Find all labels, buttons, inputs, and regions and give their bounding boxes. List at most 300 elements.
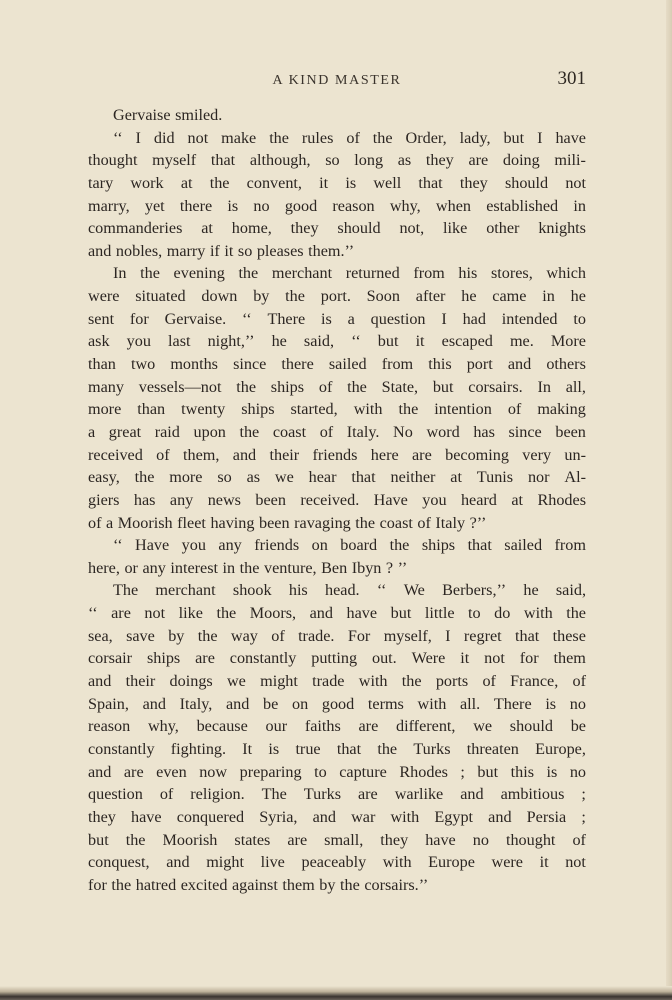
word: the <box>285 287 305 306</box>
word: as <box>246 468 261 487</box>
word: ; <box>581 785 586 804</box>
word: said, <box>555 581 586 600</box>
word: coast <box>379 513 413 532</box>
word: Italy. <box>346 422 380 441</box>
word: not <box>565 853 586 872</box>
word: Al- <box>564 468 586 487</box>
word: corsairs. <box>468 377 523 396</box>
text-line <box>88 557 586 580</box>
word: I <box>441 309 447 328</box>
word: the <box>389 536 410 555</box>
word: are <box>287 830 308 849</box>
word: There <box>267 309 306 328</box>
word: on <box>291 694 309 713</box>
word: of <box>507 400 522 419</box>
word: other <box>486 219 520 238</box>
word: Europe, <box>535 739 586 758</box>
word: little <box>424 604 455 623</box>
word: his <box>458 264 478 283</box>
word: out. <box>371 649 397 668</box>
word: you <box>181 536 206 555</box>
word: great <box>108 422 142 441</box>
word: trade <box>312 672 345 691</box>
word: did <box>153 128 175 147</box>
word: there <box>281 355 314 374</box>
word: Rhodes <box>537 490 586 509</box>
word: is <box>321 309 332 328</box>
word: all, <box>565 377 586 396</box>
word: preparing <box>239 762 302 781</box>
word: question <box>370 309 426 328</box>
word: are <box>111 604 131 623</box>
word: but <box>377 332 399 351</box>
word: you <box>422 490 447 509</box>
text-line <box>88 421 586 444</box>
word: started, <box>290 400 338 419</box>
word: by <box>253 287 270 306</box>
word: should <box>504 173 549 192</box>
word: escaped <box>441 332 493 351</box>
word: received <box>88 445 143 464</box>
word: friends <box>254 536 300 555</box>
word: marry, <box>88 196 130 215</box>
word: against <box>231 875 278 894</box>
word: is <box>545 694 557 713</box>
word: might <box>206 853 244 872</box>
word: raid <box>154 422 180 441</box>
word: coast <box>272 422 307 441</box>
word: has <box>473 422 495 441</box>
word: with <box>382 853 412 872</box>
text-line <box>88 738 586 761</box>
word: down <box>201 287 238 306</box>
word: had <box>462 309 486 328</box>
word: he <box>523 581 539 600</box>
word: last <box>168 332 191 351</box>
word: easy, <box>88 468 120 487</box>
word: Order, <box>405 128 447 147</box>
word: these <box>552 626 586 645</box>
word: it <box>224 241 234 260</box>
word: be <box>570 717 586 736</box>
word: State, <box>381 377 419 396</box>
word: even <box>156 762 187 781</box>
word: and <box>312 807 336 826</box>
word: I <box>135 128 141 147</box>
word: at <box>511 490 524 509</box>
word: Syria, <box>259 807 298 826</box>
word: sailed <box>504 536 543 555</box>
word: true <box>295 739 321 758</box>
word: not <box>187 128 209 147</box>
word: We <box>403 581 425 600</box>
word: they <box>425 151 454 170</box>
word: in <box>573 196 586 215</box>
word: this <box>428 355 452 374</box>
word: well <box>373 173 402 192</box>
word: ‘‘ <box>242 309 252 328</box>
word: ‘‘ <box>376 581 387 600</box>
word: and <box>225 694 250 713</box>
word: for <box>129 309 149 328</box>
word: reason <box>88 717 131 736</box>
word: were <box>88 287 120 306</box>
word: doing <box>502 151 540 170</box>
word: ravaging <box>294 513 351 532</box>
word: with <box>353 400 383 419</box>
word: if <box>209 241 220 260</box>
word: on <box>311 536 328 555</box>
word: the <box>236 377 257 396</box>
word: ask <box>88 332 110 351</box>
word: The <box>113 581 139 600</box>
word: doings <box>169 672 213 691</box>
word: it <box>460 649 470 668</box>
word: not <box>144 604 166 623</box>
text-line <box>88 308 586 331</box>
word: sea, <box>88 626 113 645</box>
word: of <box>346 128 360 147</box>
word: so <box>217 468 232 487</box>
word: have <box>425 830 456 849</box>
word: Spain, <box>88 694 129 713</box>
word: his <box>288 581 308 600</box>
word: have <box>555 128 586 147</box>
word: came <box>492 287 527 306</box>
word: ‘‘ <box>113 536 123 555</box>
word: reason <box>332 196 375 215</box>
word: question <box>88 785 143 804</box>
word: to <box>573 309 586 328</box>
text-line <box>88 602 586 625</box>
word: good <box>284 196 318 215</box>
word: pleases <box>256 241 304 260</box>
text-line <box>88 398 586 421</box>
word: No <box>393 422 413 441</box>
word: although, <box>249 151 311 170</box>
word: ; <box>581 807 586 826</box>
word: he <box>461 287 477 306</box>
text-line <box>88 579 586 602</box>
word: Have <box>373 490 408 509</box>
word: fleet <box>177 513 206 532</box>
word: Gervaise <box>113 106 171 124</box>
word: merchant <box>155 581 216 600</box>
word: un- <box>564 445 586 464</box>
word: vessels—not <box>138 377 222 396</box>
word: shook <box>232 581 272 600</box>
word: and <box>88 762 112 781</box>
word: are <box>358 717 379 736</box>
word: Turks <box>303 785 341 804</box>
word: we <box>473 717 493 736</box>
word: by <box>168 626 185 645</box>
word: thought <box>505 830 556 849</box>
running-title: A KIND MASTER <box>272 73 402 88</box>
word: long <box>354 151 384 170</box>
word: which <box>546 264 586 283</box>
word: home, <box>231 219 272 238</box>
word: head. <box>325 581 360 600</box>
word: after <box>415 287 446 306</box>
word: tary <box>88 173 114 192</box>
word: Moorish <box>162 830 218 849</box>
word: of <box>88 513 102 532</box>
word: the <box>566 604 586 623</box>
word: ? <box>385 558 394 577</box>
word: that <box>467 536 492 555</box>
text-line <box>88 285 586 308</box>
word: were <box>491 853 523 872</box>
word: having <box>210 513 255 532</box>
word: sailed <box>328 355 367 374</box>
word: convent, <box>246 173 302 192</box>
text-line <box>88 829 586 852</box>
word: we <box>274 468 294 487</box>
word: conquered <box>176 807 245 826</box>
word: do <box>494 604 511 623</box>
word: peaceably <box>301 853 367 872</box>
word: in <box>542 287 555 306</box>
word: and <box>88 241 112 260</box>
word: more <box>169 468 203 487</box>
word: ships <box>241 400 275 419</box>
word: board <box>340 536 378 555</box>
word: myself, <box>383 626 432 645</box>
word: Turks <box>413 739 451 758</box>
word: no <box>569 762 586 781</box>
word: it <box>415 332 425 351</box>
word: conquest, <box>88 853 150 872</box>
text-line <box>88 489 586 512</box>
word: why, <box>389 196 421 215</box>
word: they <box>290 219 319 238</box>
word: Ben <box>321 558 348 577</box>
word: upon <box>193 422 226 441</box>
word: nobles, <box>115 241 163 260</box>
word: Soon <box>366 287 400 306</box>
word: neither <box>390 468 436 487</box>
word: ships <box>146 649 181 668</box>
word: trade. <box>298 626 335 645</box>
text-line <box>88 806 586 829</box>
word: warlike <box>394 785 444 804</box>
text-line <box>88 149 586 172</box>
word: but <box>432 377 454 396</box>
word: months <box>170 355 218 374</box>
word: their <box>125 672 156 691</box>
word: been <box>255 490 286 509</box>
word: the <box>216 604 237 623</box>
word: ambitious <box>500 785 565 804</box>
text-line <box>88 534 586 557</box>
word: fighting. <box>170 739 227 758</box>
word: their <box>269 445 300 464</box>
word: Moorish <box>117 513 173 532</box>
word: many <box>88 377 124 396</box>
word: and <box>309 604 333 623</box>
word: and <box>88 672 112 691</box>
word: not <box>484 649 505 668</box>
word: marry <box>166 241 206 260</box>
word: I <box>445 626 451 645</box>
word: should <box>509 717 553 736</box>
word: is <box>345 173 357 192</box>
word: stores, <box>490 264 533 283</box>
word: and <box>488 807 512 826</box>
word: said, <box>303 332 335 351</box>
word: the <box>377 739 398 758</box>
word: but <box>477 762 499 781</box>
text-line <box>88 512 586 535</box>
word: the <box>209 173 230 192</box>
text-line <box>88 330 586 353</box>
word: the <box>398 400 419 419</box>
word: is <box>268 739 280 758</box>
word: of <box>572 830 586 849</box>
word: war <box>351 807 376 826</box>
body-text <box>88 104 586 896</box>
text-line <box>88 851 586 874</box>
word: them, <box>183 445 220 464</box>
word: terms <box>367 694 404 713</box>
word: More <box>550 332 586 351</box>
word: the <box>372 128 393 147</box>
word: but <box>390 604 412 623</box>
word: different, <box>395 717 456 736</box>
word: here, <box>88 558 120 577</box>
word: Tunis <box>476 468 514 487</box>
word: the <box>355 513 376 532</box>
text-line <box>88 195 586 218</box>
word: save <box>126 626 155 645</box>
word: they <box>380 830 409 849</box>
word: in <box>222 558 236 577</box>
text-line <box>88 693 586 716</box>
word: it <box>539 853 549 872</box>
word: with <box>417 694 447 713</box>
text-line <box>88 761 586 784</box>
word: returned <box>345 264 400 283</box>
word: from <box>413 264 445 283</box>
word: that <box>336 739 362 758</box>
word: established <box>486 196 559 215</box>
word: like <box>178 604 203 623</box>
word: becoming <box>445 445 509 464</box>
word: not, <box>399 219 425 238</box>
word: Were <box>411 649 446 668</box>
word: is <box>546 762 558 781</box>
word: situated <box>135 287 186 306</box>
word: mili- <box>554 151 586 170</box>
word: regret <box>463 626 502 645</box>
word: way <box>230 626 258 645</box>
word: the <box>239 558 260 577</box>
word: any <box>142 558 166 577</box>
word: at <box>450 468 462 487</box>
word: should <box>337 219 381 238</box>
word: venture, <box>263 558 317 577</box>
word: them <box>282 875 315 894</box>
word: threaten <box>466 739 519 758</box>
word: at <box>180 173 193 192</box>
page-edge-right <box>666 0 672 1000</box>
word: ships <box>270 377 305 396</box>
word: the <box>401 672 422 691</box>
word: news <box>207 490 241 509</box>
word: yet <box>144 196 165 215</box>
word: excited <box>180 875 228 894</box>
word: because <box>196 717 248 736</box>
word: are <box>412 445 432 464</box>
word: word <box>426 422 460 441</box>
word: twenty <box>181 400 226 419</box>
text-line <box>88 376 586 399</box>
word: the <box>125 830 146 849</box>
word: by <box>319 875 336 894</box>
word: the <box>269 128 289 147</box>
word: port. <box>320 287 351 306</box>
word: the <box>134 468 155 487</box>
word: all. <box>459 694 481 713</box>
word: ‘‘ <box>113 128 123 147</box>
word: no <box>569 694 586 713</box>
word: are <box>195 649 215 668</box>
word: not <box>565 173 586 192</box>
word: Italy <box>435 513 466 532</box>
word: ?’’ <box>469 513 487 532</box>
text-line <box>88 353 586 376</box>
word: at <box>201 219 213 238</box>
word: a <box>88 422 96 441</box>
word: received. <box>300 490 360 509</box>
word: Berbers,’’ <box>442 581 507 600</box>
word: the <box>347 377 367 396</box>
text-line <box>88 217 586 240</box>
word: why, <box>147 717 179 736</box>
word: since <box>508 422 542 441</box>
word: ships <box>421 536 456 555</box>
word: of <box>482 672 496 691</box>
text-line <box>88 240 586 263</box>
word: that <box>351 468 376 487</box>
word: Ibyn <box>351 558 382 577</box>
word: since <box>233 355 267 374</box>
word: It <box>242 739 253 758</box>
word: Moors, <box>249 604 297 623</box>
word: ‘‘ <box>351 332 361 351</box>
word: ; <box>460 762 465 781</box>
word: from <box>381 355 414 374</box>
word: heard <box>460 490 497 509</box>
word: of <box>417 513 431 532</box>
word: In <box>537 377 551 396</box>
word: the <box>239 422 260 441</box>
word: now <box>199 762 228 781</box>
word: the <box>197 626 218 645</box>
word: evening <box>173 264 225 283</box>
word: and <box>460 785 484 804</box>
word: ’’ <box>397 558 408 577</box>
word: so <box>325 151 340 170</box>
word: that <box>515 626 540 645</box>
word: giers <box>88 490 120 509</box>
word: you <box>126 332 151 351</box>
word: any <box>169 490 194 509</box>
word: when <box>435 196 471 215</box>
word: corsair <box>88 649 133 668</box>
word: states <box>234 830 271 849</box>
